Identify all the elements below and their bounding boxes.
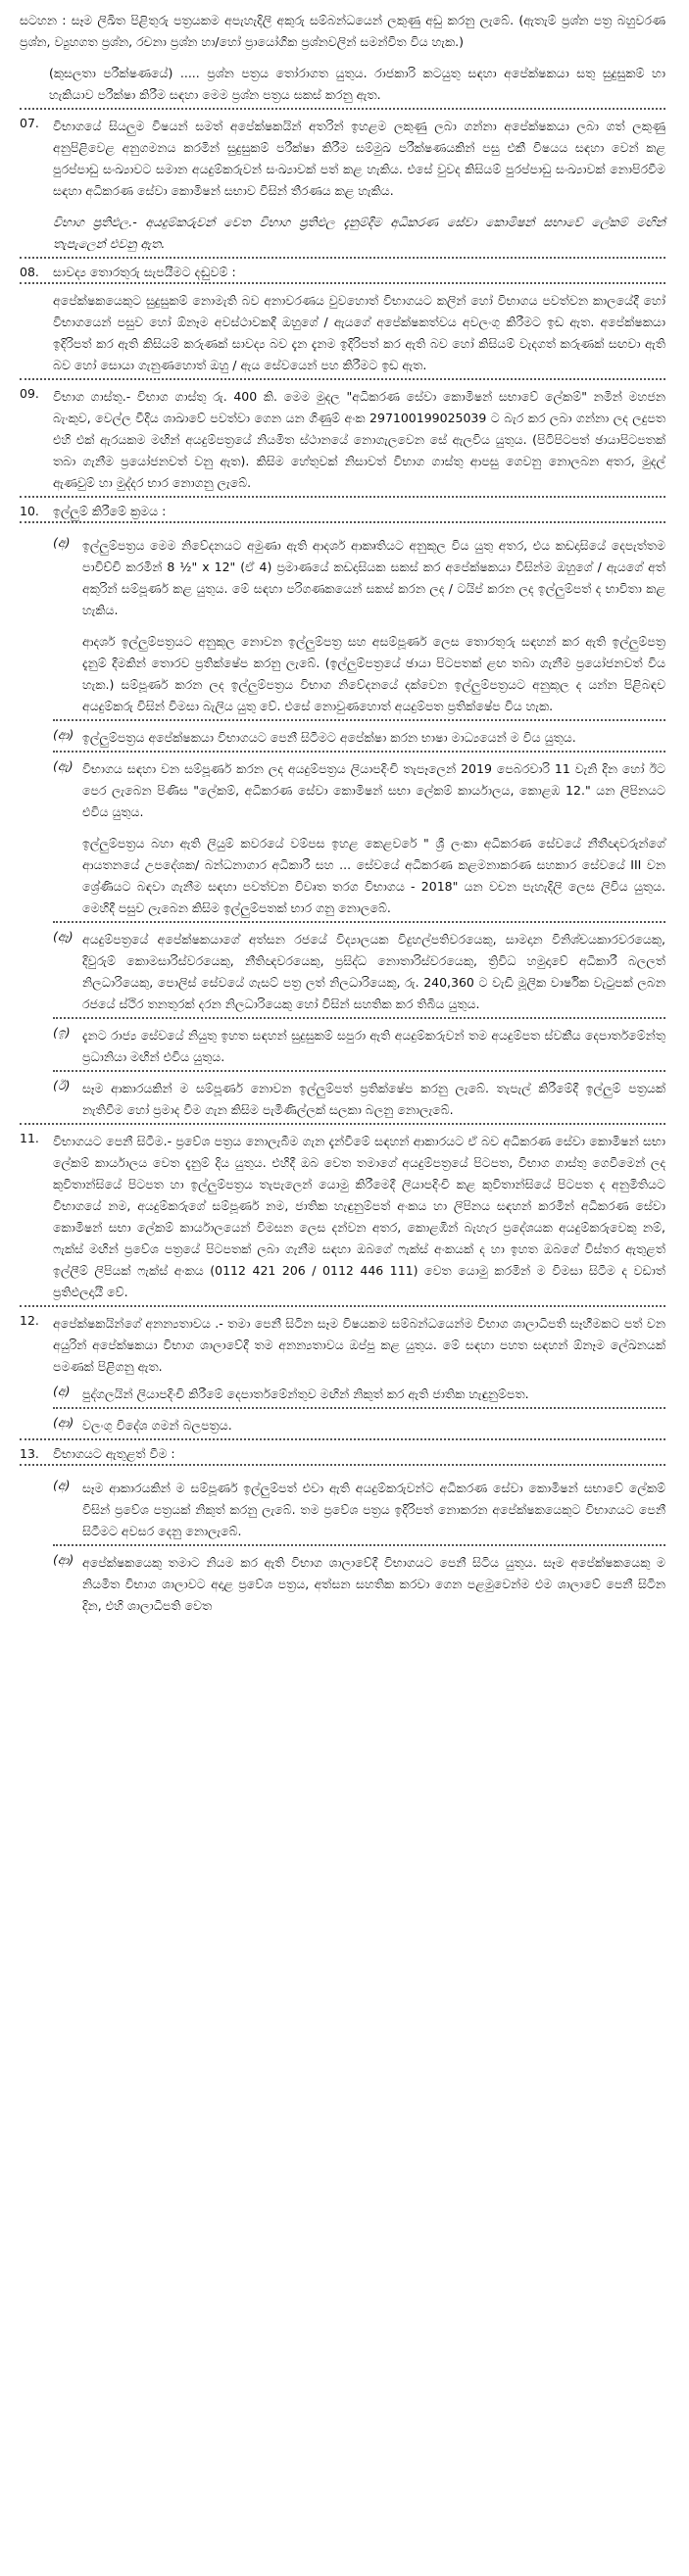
section-12-item-b: (ආ) වලංගු විදේශ ගමන් බලපත්‍රය.	[53, 1415, 232, 1433]
section-number: 08.	[20, 265, 39, 279]
divider	[53, 1405, 665, 1409]
section-10-item-a: (අ) ඉල්ලුම්පත්‍රය මෙම නිවේදනයට අමුණා ඇති ආදර්ශ ආකෘතියට අනුකූල විය යුතු අතර, එය කඩදාසියේ දෙපැත්තම පාවිච්චි කරමින් 8 ½" x 12" (ඒ 4) ප්‍රමාණයේ කඩදාසියක සකස් කර අපේක්ෂකයා විසින්ම ඔහුගේ / ඇයගේ අත් අකුරින් සම්පූර්ණ කළ යුතුය. මේ සඳහා පරිගණකයෙන් සකස් කරන ලද / ටයිප් කරන ලද ඉල්ලුම්පත් ද භාවිතා කළ හැකිය. ආදර්ශ ඉල්ලුම්පත්‍රයට අනුකූල නොවන ඉල්ලුම්පත්‍ර සහ අසම්පූර්ණ ලෙස තොරතුරු සඳහන් කර ඇති ඉල්ලුම්පත්‍ර දැනුම් දීමකින් තොරව ප්‍රතික්ෂේප කරනු ලැබේ. (ඉල්ලුම්පත්‍රයේ ඡායා පිටපතක් ළඟ තබා ගැනීම ප්‍රයෝජනවත් විය හැක.) සම්පූර්ණ කරන ලද ඉල්ලුම්පත්‍රය විභාග නිවේදනයේ දක්වෙන ඉල්ලුම්පත්‍රයට අනුකූල ද යන්න පිළිබඳව අයදුම්කරු විසින් විමසා බැලිය යුතු වේ. එසේ නොවුණහොත් අයදුම්පත ප්‍රතික්ෂේප විය හැක.	[53, 535, 665, 713]
divider	[53, 1542, 665, 1546]
divider	[20, 1303, 665, 1307]
divider	[53, 1068, 665, 1072]
divider	[20, 376, 665, 380]
divider	[20, 280, 665, 284]
section-10-items	[20, 529, 665, 1121]
note-paragraph-1: සටහන : සෑම ලිඛිත පිළිතුරු පත්‍රයකම අපැහැදිලි අකුරු සම්බන්ධයෙන් ලකුණු අඩු කරනු ලැබේ. (ඇතැම් ප්‍රශ්න පත්‍ර බහුවරණ ප්‍රශ්න, ව්‍යුහගත ප්‍රශ්න, රචනා ප්‍රශ්න හා/හෝ ප්‍රායෝගික ප්‍රශ්නවලින් සමන්විත විය හැක.)	[20, 13, 665, 49]
section-13-items	[20, 1472, 665, 1617]
divider	[20, 494, 665, 498]
section-number: 07.	[20, 116, 39, 130]
section-11-paragraph: විභාගයට පෙනී සිටීම.- ප්‍රවේශ පත්‍රය නොලැබීම ගැන දැන්වීමේ සඳහන් ආකාරයට ඒ බව අධිකරණ සේවා කොමිෂන් සභා ලේකම් කාර්යාලය වෙත දැනුම් දිය යුතුය. එහිදී ඔබ වෙත තමාගේ අයදුම්පත්‍රයේ පිටපත, විභාග ගාස්තු ගෙවීමෙන් ලද කුවිතාන්සියේ පිටපත හා ඉල්ලුම්පත්‍රය තැපැලෙන් යොමු කිරීමෙදී ලියාපදිංචි කළ කුවිතාන්සියේ පිටපත ද අනුමිතියට විභාගයේ නම, අයදුම්කරුගේ සම්පූර්ණ නම, ජාතික හැඳුනුම්පත් අංකය හා ලිපිනය සඳහන් කරමින් අධිකරණ සේවා කොමිෂන් සභා ලේකම් කාර්යාලයෙන් විමසන ලෙස දන්වන අතර, කොළඹින් බැහැර ප්‍රදේශයක අයදුම්කරුවෙකු නම්, ෆැක්ස් මඟින් ප්‍රවේශ පත්‍රයේ පිටපතක් ලබා ගැනීම සඳහා ඔබගේ ෆැක්ස් අංකයක් ද හා ඉහත ඔබගේ විස්තර ඇතුළත් ඉල්ලීම් ලිපියක් ෆැක්ස් අංකය (0112 421 206 / 0112 446 111) වෙත යොමු කරමින් ම විමසා සිටීම ද වඩාත් ප්‍රතිඵලදායී වේ.	[53, 1134, 665, 1299]
section-number: 09.	[20, 386, 39, 401]
section-10-item-b: (ආ) ඉල්ලුම්පත්‍රය අපේක්ෂකයා විභාගයට පෙනී සිටීමට අපේක්ෂා කරන භාෂා මාධ්‍යයෙන් ම විය යුතුය.	[53, 727, 576, 745]
section-13-item-a: (අ) සෑම ආකාරයකින් ම සම්පූර්ණ ඉල්ලුම්පත් එවා ඇති අයදුම්කරුවන්ට අධිකරණ සේවා කොමිෂන් සභාවේ ලේකම් විසින් ප්‍රවේශ පත්‍රයක් නිකුත් කරනු ලැබේ. තම ප්‍රවේශ පත්‍රය ඉදිරිපත් නොකරන අපේක්ෂකයෙකුට විභාගයට පෙනී සිටීමට අවසර දෙනු නොලැබේ.	[53, 1478, 665, 1538]
section-08-heading: සාවද්‍ය තොරතුරු සැපයීමට දඬුවම් :	[53, 265, 236, 279]
section-08	[20, 265, 665, 280]
section-10-item-e: (ඉ) දැනට රාජ්‍ය සේවයේ නියුතු ඉහත සඳහන් සුදුසුකම් සපුරා ඇති අයදුම්කරුවන් තම අයදුම්පත ස්වකීය දෙපාර්තමේන්තු ප්‍රධානියා මඟින් එවිය යුතුය.	[53, 1025, 665, 1064]
section-10-heading: ඉල්ලුම් කිරීමේ ක්‍රමය :	[53, 504, 167, 518]
section-13-heading: විභාගයට ඇතුළත් වීම :	[53, 1446, 175, 1461]
section-11	[20, 1131, 665, 1303]
section-13	[20, 1446, 665, 1462]
section-08-paragraph-1: අපේක්ෂකයෙකුට සුදුසුකම් නොමැති බව අනාවරණය වුවහොත් විභාගයට කලින් හෝ විභාගය පවත්වන කාලයේදී හෝ විභාගයෙන් පසුව හෝ ඕනෑම අවස්ථාවකදී ඔහුගේ / ඇයගේ අපේක්ෂකත්වය අවලංගු කිරීමට ඉඩ ඇත. අපේක්ෂකයා ඉදිරිපත් කර ඇති කිසියම් කරුණක් සාවද්‍ය බව දැන දැනම ඉදිරිපත් කර ඇති බව හෝ කිසියම් වැදගත් කරුණක් සඟවා ඇති බව හෝ සොයා ගැනුණහොත් ඔහු / ඇය සේවයෙන් පහ කිරීමට ඉඩ ඇත.	[53, 293, 665, 372]
section-10-item-d: (ඈ) අයදුම්පත්‍රයේ අපේක්ෂකයාගේ අත්සන රජයේ විද්‍යාලයක විදුහල්පතිවරයෙකු, සාමදාන විනිශ්චයකාරවරයෙකු, දිවුරුම් කොමසාරිස්වරයෙකු, නීතිඥවරයෙකු, ප්‍රසිද්ධ නොතාරිස්වරයෙකු, ත්‍රිවිධ හමුදාවේ අධිකාරී බලලත් නිලධාරියෙකු, පොලිස් සේවයේ ගැසට් පත්‍ර ලත් නිලධාරියෙකු, රු. 240,360 ට වැඩි මූලික වාර්ෂික වැටුපක් ලබන රජයේ ස්ථිර තනතුරක් දරන නිලධාරියෙකු හෝ විසින් සහතික කර තිබිය යුතුය.	[53, 929, 665, 1011]
section-number: 13.	[20, 1446, 39, 1461]
divider	[20, 1121, 665, 1125]
section-10	[20, 504, 665, 519]
section-12	[20, 1313, 665, 1436]
section-number: 11.	[20, 1131, 39, 1145]
section-07	[20, 116, 665, 255]
section-10-item-f: (ඊ) සෑම ආකාරයකින් ම සම්පූර්ණ නොවන ඉල්ලුම්පත් ප්‍රතික්ෂේප කරනු ලැබේ. තැපැල් කිරීමේදී ඉල්ලුම් පත්‍රයක් නැතිවීම හෝ ප්‍රමාද වීම ගැන කිසිම පැමිණිල්ලක් සලකා බලනු නොලැබේ.	[53, 1078, 665, 1117]
divider	[53, 919, 665, 923]
section-13-item-b: (ආ) අපේක්ෂකයෙකු තමාට නියම කර ඇති විභාග ශාලාවේදී විභාගයට පෙනී සිටිය යුතුය. සෑම අපේක්ෂකයෙකු ම නියමිත විභාග ශාලාවට අදාළ ප්‍රවේශ පත්‍රය, අත්සන සහතික කරවා ගෙන පළමුවෙන්ම එම ශාලාවේ පෙනී සිටින දින, එහි ශාලාධිපති වෙත	[53, 1552, 665, 1613]
section-07-paragraph-2: විභාග ප්‍රතිඵල.- අයදුම්කරුවන් වෙත විභාග ප්‍රතිඵල දැනුම්දීම අධිකරණ සේවා කොමිෂන් සභාවේ ලේකම් මඟින් තැපැලෙන් එවනු ඇත.	[53, 215, 665, 251]
divider	[20, 1436, 665, 1440]
divider	[20, 106, 665, 110]
divider	[53, 749, 665, 753]
note-label: සටහන :	[20, 13, 67, 27]
divider	[20, 1462, 665, 1466]
section-number: 10.	[20, 504, 39, 518]
section-12-item-a: (අ) පුද්ගලයින් ලියාපදිංචි කිරීමේ දෙපාර්තමේන්තුව මඟින් නිකුත් කර ඇති ජාතික හැඳුනුම්පත.	[53, 1384, 529, 1401]
divider	[53, 1015, 665, 1019]
section-07-paragraph-1: විභාගයේ සියලුම විෂයන් සමත් අපේක්ෂකයින් අතරින් ඉහළම ලකුණු ලබා ගන්නා අපේක්ෂකයා ලබා ගත් ලකුණු අනුපිළිවෙළ අනුගමනය කරමින් සුදුසුකම් පරීක්ෂා කිරීම සම්මුඛ පරීක්ෂණයකින් පසු එකී විෂයය සඳහා වෙන් කළ පුරප්පාඩු සංඛ්‍යාවට සමාන අයදුම්කරුවන් සංඛ්‍යාවක් පත් කළ හැකිය. එසේ වුවද කිසියම් පුරප්පාඩු සංඛ්‍යාවක් නොපිරවීම සඳහා අධිකරණ සේවා කොමිෂන් සභාව විසින් තීරණය කළ හැකිය.	[53, 119, 665, 198]
section-10-item-c: (ඇ) විභාගය සඳහා වන සම්පූර්ණ කරන ලද අයදුම්පත්‍රය ලියාපදිංචි තැපෑලෙන් 2019 පෙබරවාරි 11 වැනි දින හෝ ඊට පෙර ලැබෙන පිණිස "ලේකම්, අධිකරණ සේවා කොමිෂන් සභා ලේකම් කාර්යාලය, කොළඹ 12." යන ලිපිනයට එවිය යුතුය. ඉල්ලුම්පත්‍රය බහා ඇති ලියුම් කවරයේ වම්පස ඉහළ කෙළවරේ " ශ්‍රී ලංකා අධිකරණ සේවයේ නීතීඥවරුන්ගේ ආයතනයේ උපදේශක/ බන්ධනාගාර අධිකාරී සහ ... සේවයේ අධිකරණ කළමනාකරණ සහකාර සේවයේ III වන ශ්‍රේණියට බඳවා ගැනීම සඳහා පවත්වන විවෘත තරග විභාගය - 2018" යන වචන පැහැදිලි ලෙස ලිවිය යුතුය. මෙහිදී පසුව ලැබෙන කිසිම ඉල්ලුම්පතක් භාර ගනු නොලබේ.	[53, 758, 665, 915]
note-section	[20, 10, 665, 106]
divider	[20, 519, 665, 523]
section-12-paragraph: අපේක්ෂකයින්ගේ අනන්‍යතාවය .- තමා පෙනී සිටින සෑම විෂයකම සම්බන්ධයෙන්ම විභාග ශාලාධිපති සෑහීමකට පත් වන අයුරින් අපේක්ෂකයා විභාග ශාලාවේදී තම අනන්‍යතාවය ඔප්පු කළ යුතුය. මේ සඳහා පහත සඳහන් ඕනෑම ලේඛනයක් පමණක් පිළිගනු ඇත.	[53, 1316, 665, 1374]
section-09-paragraph-1: විභාග ගාස්තු.- විභාග ගාස්තු රු. 400 කි. මෙම මුදල "අධිකරණ සේවා කොමිෂන් සභාවේ ලේකම්" නමින් මහජන බැංකුව, වෙල්ල වීදිය ශාඛාවේ පවත්වා ගෙන යන ගිණුම් අංක 297100199025039 ට බැර කර ලබා ගන්නා ලද ලදුපත එහි එක් ඇරයකම මඟින් අයදුම්පත්‍රයේ නියමිත ස්ථානයේ නොගැලවෙන සේ ඇලවිය යුතුය. (පිටිපිටපත් ඡායාපිටපතක් තබා ගැනීම ප්‍රයෝජනවත් වනු ඇත). කිසිම හේතුවක් නිසාවත් විභාග ගාස්තු ආපසු ගෙවනු නොලබන අතර, මුදල් ඇණවුම් හා මුද්දර භාර නොගනු ලැබේ.	[53, 389, 665, 490]
note-paragraph-2: (කුසලතා පරීක්ෂණයේ) ..... ප්‍රශ්න පත්‍රය තෝරාගත යුතුය. රාජකාරි කටයුතු සඳහා අපේක්ෂකයා සතු සුදුසුකම් හා හැකියාව පරීක්ෂා කිරීම සඳහා මෙම ප්‍රශ්න පත්‍රය සකස් කරනු ඇත.	[49, 66, 665, 102]
section-number: 12.	[20, 1313, 39, 1328]
section-09	[20, 386, 665, 494]
section-08-body	[20, 290, 665, 376]
divider	[53, 717, 665, 721]
divider	[20, 255, 665, 259]
